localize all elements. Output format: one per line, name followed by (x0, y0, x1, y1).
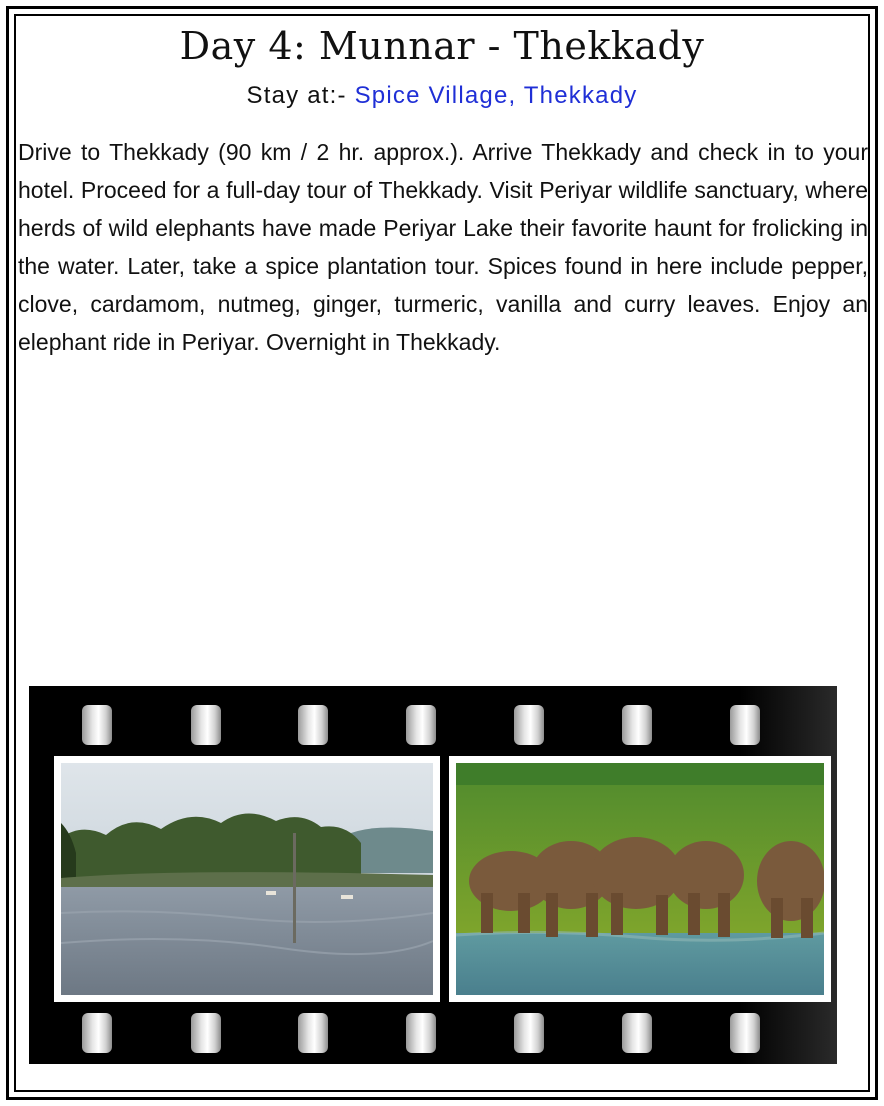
filmstrip (29, 686, 837, 1064)
film-perforation (191, 1013, 221, 1053)
lake-scene-image (61, 763, 433, 995)
film-perforation (514, 705, 544, 745)
film-perforation (730, 705, 760, 745)
film-perforation (82, 705, 112, 745)
film-perforation (406, 1013, 436, 1053)
film-perforation (191, 705, 221, 745)
elephant-herd-photo (449, 756, 831, 1002)
elephant-scene-image (456, 763, 824, 995)
film-perforation (622, 1013, 652, 1053)
film-perforation (406, 705, 436, 745)
film-perforation (622, 705, 652, 745)
periyar-lake-photo (54, 756, 440, 1002)
film-perforation (82, 1013, 112, 1053)
page-title: Day 4: Munnar - Thekkady (179, 24, 705, 68)
film-perforation (298, 705, 328, 745)
hotel-link[interactable]: Spice Village, Thekkady (354, 82, 638, 109)
stay-label: Stay at:- (246, 82, 347, 109)
film-perforation (730, 1013, 760, 1053)
day-description: Drive to Thekkady (90 km / 2 hr. approx.). Arrive Thekkady and check in to your hotel. Proceed for a full-day tour of Thekkady. Visit Periyar wildlife sanctuary, where herds of wild elephants have made Periyar Lake their favorite haunt for frolicking in the water. Later, take a spice plantation tour. Spices found in here include pepper, clove, cardamom, nutmeg, ginger, turmeric, vanilla and curry leaves. Enjoy an elephant ride in Periyar. Overnight in Thekkady. (18, 139, 868, 355)
film-perforation (514, 1013, 544, 1053)
film-perforation (298, 1013, 328, 1053)
stay-line (0, 82, 884, 110)
